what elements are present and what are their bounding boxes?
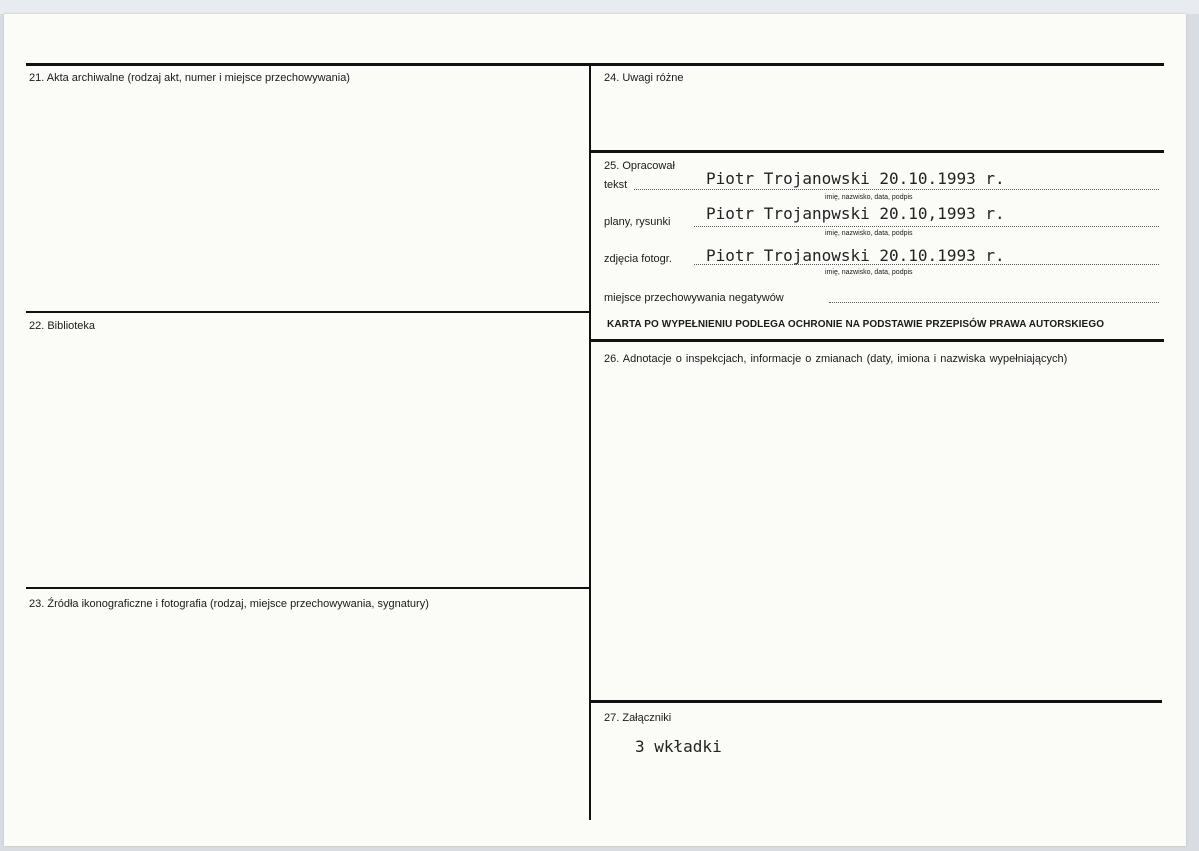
section-26-heading: 26. Adnotacje o inspekcjach, informacje o zmianach (daty, imiona i nazwiska wypełniających) — [604, 353, 1068, 365]
row-plans-label: plany, rysunki — [604, 216, 671, 228]
negatives-line — [829, 302, 1159, 303]
rule-21-22 — [26, 311, 590, 313]
rule-25-26 — [591, 339, 1164, 342]
attachments-value: 3 wkładki — [635, 737, 722, 756]
row-photos-caption: imię, nazwisko, data, podpis — [825, 269, 913, 276]
row-text-line — [634, 189, 1159, 190]
row-text-label: tekst — [604, 179, 628, 191]
copyright-notice: KARTA PO WYPEŁNIENIU PODLEGA OCHRONIE NA PODSTAWIE PRZEPISÓW PRAWA AUTORSKIEGO — [607, 319, 1105, 330]
row-photos-value: Piotr Trojanowski 20.10.1993 r. — [706, 246, 1005, 265]
section-27-heading: 27. Załączniki — [604, 712, 672, 724]
row-text-caption: imię, nazwisko, data, podpis — [825, 194, 913, 201]
section-25-heading: 25. Opracował — [604, 160, 675, 172]
form-card — [4, 14, 1186, 846]
section-24-heading: 24. Uwagi różne — [604, 72, 684, 84]
rule-26-27 — [591, 700, 1162, 703]
row-plans-caption: imię, nazwisko, data, podpis — [825, 230, 913, 237]
section-21-heading: 21. Akta archiwalne (rodzaj akt, numer i miejsce przechowywania) — [29, 72, 350, 84]
row-plans-value: Piotr Trojanpwski 20.10,1993 r. — [706, 204, 1005, 223]
row-text-value: Piotr Trojanowski 20.10.1993 r. — [706, 169, 1005, 188]
rule-22-23 — [26, 587, 590, 589]
section-22-heading: 22. Biblioteka — [29, 320, 96, 332]
section-23-heading: 23. Źródła ikonograficzne i fotografia (rodzaj, miejsce przechowywania, sygnatury) — [29, 598, 429, 610]
row-photos-label: zdjęcia fotogr. — [604, 253, 672, 265]
rule-24-25 — [591, 150, 1164, 153]
row-plans-line — [694, 226, 1159, 227]
top-rule — [26, 63, 1164, 66]
scan-background-strip — [0, 0, 1199, 14]
center-divider — [589, 63, 591, 820]
negatives-label: miejsce przechowywania negatywów — [604, 292, 784, 304]
